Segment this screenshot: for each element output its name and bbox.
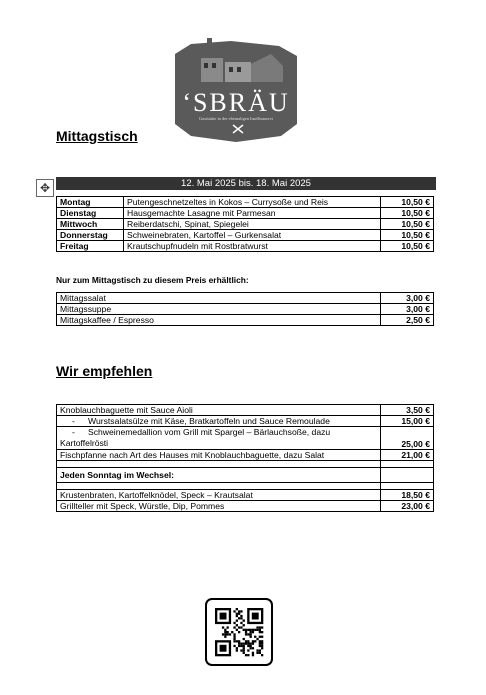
table-row xyxy=(57,230,434,241)
lunch-heading: Mittagstisch xyxy=(56,128,138,144)
extra-price: 3,00 € xyxy=(381,304,434,315)
recommend-item xyxy=(57,427,381,450)
recommend-text: Krustenbraten, Kartoffelknödel, Speck – Krautsalat xyxy=(60,490,253,500)
recommend-price xyxy=(381,468,434,483)
logo-wordmark: ‘SBRÄU xyxy=(182,88,290,117)
dish-name: Krautschupfnudeln mit Rostbratwurst xyxy=(124,241,381,252)
table-row xyxy=(57,197,434,208)
recommend-item xyxy=(57,490,381,501)
table-row xyxy=(57,293,434,304)
recommend-price: 23,00 € xyxy=(381,501,434,512)
dish-price: 10,50 € xyxy=(381,241,434,252)
recommend-item xyxy=(57,468,381,483)
dish-price: 10,50 € xyxy=(381,219,434,230)
extra-item: Mittagssuppe xyxy=(57,304,381,315)
extra-item: Mittagssalat xyxy=(57,293,381,304)
dish-name: Hausgemachte Lasagne mit Parmesan xyxy=(124,208,381,219)
bullet-dash: - xyxy=(72,416,75,426)
table-row xyxy=(57,416,434,427)
recommend-price: 25,00 € xyxy=(381,427,434,450)
extra-price: 3,00 € xyxy=(381,293,434,304)
extra-price: 2,50 € xyxy=(381,315,434,326)
spacer-cell xyxy=(381,461,434,468)
dish-name: Schweinebraten, Kartoffel – Gurkensalat xyxy=(124,230,381,241)
dish-price: 10,50 € xyxy=(381,208,434,219)
table-row xyxy=(57,219,434,230)
table-row xyxy=(57,468,434,483)
day-name: Freitag xyxy=(57,241,124,252)
recommend-item xyxy=(57,416,381,427)
recommend-price: 3,50 € xyxy=(381,405,434,416)
table-row xyxy=(57,315,434,326)
qr-code-graphic xyxy=(207,600,271,664)
recommend-table xyxy=(56,404,434,512)
table-row xyxy=(57,241,434,252)
recommend-price: 21,00 € xyxy=(381,450,434,461)
extras-note: Nur zum Mittagstisch zu diesem Preis erhältlich: xyxy=(56,275,249,285)
table-row xyxy=(57,208,434,219)
day-name: Montag xyxy=(57,197,124,208)
recommend-text: Wurstsalatsülze mit Käse, Bratkartoffeln und Sauce Remoulade xyxy=(88,416,330,426)
table-row xyxy=(57,427,434,450)
extra-item: Mittagskaffee / Espresso xyxy=(57,315,381,326)
recommend-heading: Wir empfehlen xyxy=(56,363,153,379)
recommend-price: 18,50 € xyxy=(381,490,434,501)
dish-name: Putengeschnetzeltes in Kokos – Currysoße und Reis xyxy=(124,197,381,208)
table-row xyxy=(57,450,434,461)
spacer-row xyxy=(57,483,434,490)
recommend-text: Schweinemedallion vom Grill mit Spargel – Bärlauchsoße, dazu Kartoffelrösti xyxy=(60,427,331,448)
spacer-row xyxy=(57,461,434,468)
recommend-text: Jeden Sonntag im Wechsel: xyxy=(60,470,174,480)
extras-table xyxy=(56,292,434,326)
table-row xyxy=(57,501,434,512)
weekday-menu-table xyxy=(56,196,434,252)
spacer-cell xyxy=(381,483,434,490)
move-arrows-icon[interactable]: ✥ xyxy=(36,179,54,197)
logo-tagline: Gaststätte in der ehemaligen Inselbrauerei xyxy=(199,116,273,121)
day-name: Donnerstag xyxy=(57,230,124,241)
day-name: Mittwoch xyxy=(57,219,124,230)
recommend-item xyxy=(57,450,381,461)
day-name: Dienstag xyxy=(57,208,124,219)
brewery-logo xyxy=(171,36,301,146)
qr-code-icon[interactable] xyxy=(205,598,273,666)
table-row xyxy=(57,304,434,315)
dish-price: 10,50 € xyxy=(381,197,434,208)
recommend-text: Grillteller mit Speck, Würstle, Dip, Pommes xyxy=(60,501,225,511)
table-row xyxy=(57,405,434,416)
recommend-text: Fischpfanne nach Art des Hauses mit Knoblauchbaguette, dazu Salat xyxy=(60,450,325,460)
recommend-text: Knoblauchbaguette mit Sauce Aioli xyxy=(60,405,193,415)
dish-price: 10,50 € xyxy=(381,230,434,241)
table-row xyxy=(57,490,434,501)
date-range-bar: 12. Mai 2025 bis. 18. Mai 2025 xyxy=(56,177,436,190)
bullet-dash: - xyxy=(72,427,75,437)
spacer-cell xyxy=(57,483,381,490)
dish-name: Reiberdatschi, Spinat, Spiegelei xyxy=(124,219,381,230)
spacer-cell xyxy=(57,461,381,468)
recommend-item xyxy=(57,501,381,512)
recommend-item xyxy=(57,405,381,416)
recommend-price: 15,00 € xyxy=(381,416,434,427)
